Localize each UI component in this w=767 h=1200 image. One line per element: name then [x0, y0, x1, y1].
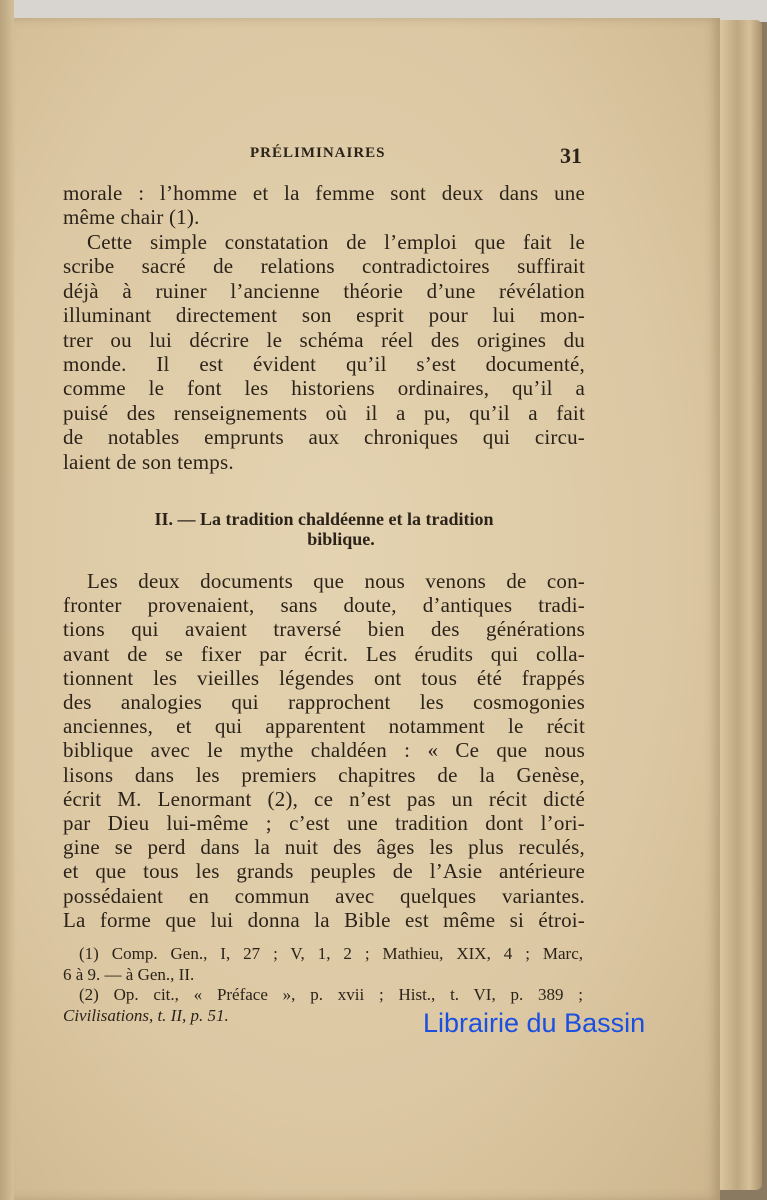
text-line: La forme que lui donna la Bible est même si étroi- [63, 907, 585, 932]
text-line: anciennes, et qui apparentent notamment le récit [63, 714, 585, 739]
left-page-edge [0, 0, 14, 1200]
text-line: scribe sacré de relations contradictoires suffirait [63, 254, 585, 279]
text-line: Cette simple constatation de l’emploi que fait le [87, 230, 585, 254]
text-line: tions qui avaient traversé bien des générations [63, 617, 585, 642]
footnote-2-cont: Civilisations, t. II, p. 51. [63, 1006, 229, 1025]
text-line: par Dieu lui-même ; c’est une tradition dont l’ori- [63, 811, 585, 835]
text-line: déjà à ruiner l’ancienne théorie d’une révélation [63, 278, 585, 303]
text-line: laient de son temps. [63, 449, 234, 474]
text-line: gine se perd dans la nuit des âges les plus reculés, [63, 835, 585, 860]
watermark: Librairie du Bassin [423, 1008, 646, 1038]
text-line: même chair (1). [63, 205, 200, 230]
page-number: 31 [560, 143, 582, 168]
running-title: PRÉLIMINAIRES [250, 145, 386, 161]
text-line: lisons dans les premiers chapitres de la Genèse, [63, 762, 585, 787]
text-line: Les deux documents que nous venons de con- [87, 569, 585, 593]
footnote-1: (1) Comp. Gen., I, 27 ; V, 1, 2 ; Mathieu, XIX, 4 ; Marc, [79, 944, 583, 963]
text-line: et que tous les grands peuples de l’Asie antérieure [63, 859, 585, 884]
text-line: monde. Il est évident qu’il s’est documenté, [63, 352, 585, 376]
text-line: trer ou lui décrire le schéma réel des origines du [63, 327, 585, 352]
text-line: illuminant directement son esprit pour lui mon- [63, 303, 585, 328]
text-line: fronter provenaient, sans doute, d’antiques tradi- [63, 593, 585, 618]
text-line: puisé des renseignements où il a pu, qu’il a fait [63, 400, 585, 425]
text-line: comme le font les historiens ordinaires, qu’il a [63, 376, 585, 401]
footnote-1-cont: 6 à 9. — à Gen., II. [63, 965, 195, 984]
text-line: tionnent les vieilles légendes ont tous été frappés [63, 665, 585, 690]
text-line: possédaient en commun avec quelques variantes. [63, 883, 585, 908]
text-line: morale : l’homme et la femme sont deux dans une [63, 181, 585, 205]
section-heading: II. — La tradition chaldéenne et la tradition [154, 509, 494, 529]
text-line: de notables emprunts aux chroniques qui circu- [63, 425, 585, 450]
section-heading-cont: biblique. [307, 529, 375, 549]
text-line: avant de se fixer par écrit. Les érudits qui colla- [63, 641, 585, 666]
footnote-2: (2) Op. cit., « Préface », p. xvii ; Hist., t. VI, p. 389 ; [79, 985, 583, 1004]
text-line: écrit M. Lenormant (2), ce n’est pas un récit dicté [63, 786, 585, 811]
text-line: biblique avec le mythe chaldéen : « Ce que nous [63, 738, 585, 763]
text-line: des analogies qui rapprochent les cosmogonies [63, 690, 585, 714]
